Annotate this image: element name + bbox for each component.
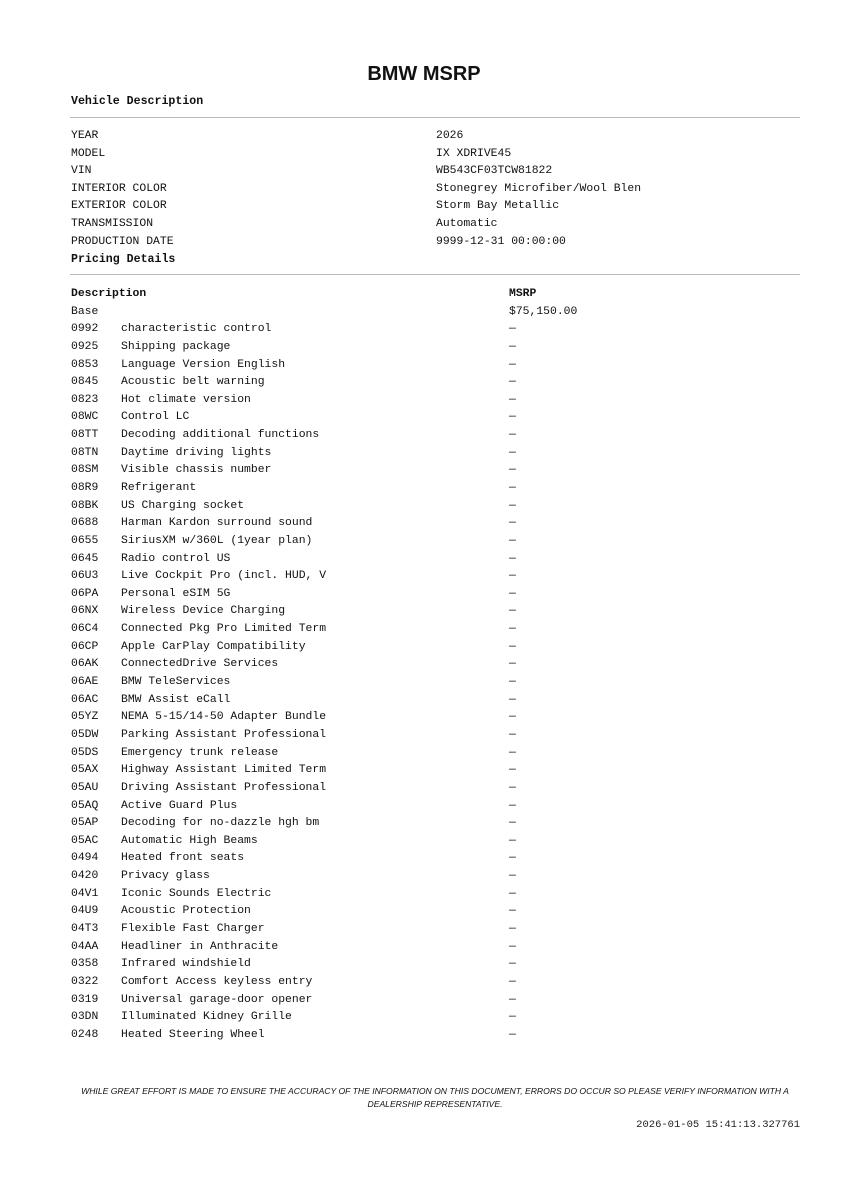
option-description: Iconic Sounds Electric [121, 887, 272, 900]
option-msrp: — [509, 711, 516, 724]
option-description: Heated Steering Wheel [121, 1028, 265, 1041]
pricing-line [71, 603, 801, 621]
option-msrp: — [509, 887, 516, 900]
divider [70, 274, 800, 275]
pricing-line [71, 586, 801, 604]
pricing-line [71, 939, 801, 957]
option-description: Emergency trunk release [121, 746, 279, 759]
option-code: 03DN [71, 1011, 99, 1024]
option-description: Infrared windshield [121, 958, 251, 971]
option-msrp: — [509, 587, 516, 600]
option-msrp: — [509, 640, 516, 653]
option-code: 06U3 [71, 570, 99, 583]
option-msrp: — [509, 781, 516, 794]
vehicle-detail-value: WB543CF03TCW81822 [436, 165, 553, 178]
option-description: Comfort Access keyless entry [121, 975, 313, 988]
pricing-line [71, 868, 801, 886]
vehicle-detail-row [71, 181, 801, 199]
option-code: 05YZ [71, 711, 99, 724]
option-msrp: — [509, 623, 516, 636]
option-msrp: $75,150.00 [509, 305, 578, 318]
option-msrp: — [509, 464, 516, 477]
vehicle-detail-value: Stonegrey Microfiber/Wool Blen [436, 182, 642, 195]
option-msrp: — [509, 852, 516, 865]
pricing-line [71, 745, 801, 763]
option-msrp: — [509, 834, 516, 847]
option-msrp: — [509, 376, 516, 389]
vehicle-detail-value: IX XDRIVE45 [436, 147, 512, 160]
option-description: SiriusXM w/360L (1year plan) [121, 534, 313, 547]
option-code: 08TN [71, 446, 99, 459]
pricing-line [71, 727, 801, 745]
option-msrp: — [509, 552, 516, 565]
option-description: Personal eSIM 5G [121, 587, 231, 600]
option-code: 06AK [71, 658, 99, 671]
option-msrp: — [509, 358, 516, 371]
option-description: Driving Assistant Professional [121, 781, 327, 794]
option-description: Control LC [121, 411, 190, 424]
disclaimer: WHILE GREAT EFFORT IS MADE TO ENSURE THE ACCURACY OF THE INFORMATION ON THIS DOCUMENT, ERRORS DO OCCUR SO PLEASE VERIFY INFORMATION WITH A DEALERSHIP REPRESENTATIVE. [81, 1086, 789, 1109]
option-code: 0655 [71, 534, 99, 547]
option-code: 0845 [71, 376, 99, 389]
option-code: Base [71, 305, 99, 318]
option-code: 06CP [71, 640, 99, 653]
option-msrp: — [509, 429, 516, 442]
option-msrp: — [509, 870, 516, 883]
option-description: Harman Kardon surround sound [121, 517, 313, 530]
pricing-line [71, 551, 801, 569]
pricing-line [71, 568, 801, 586]
pricing-header-row [71, 286, 801, 304]
option-description: Radio control US [121, 552, 231, 565]
msrp-column-header: MSRP [509, 288, 537, 300]
description-column-header: Description [71, 288, 147, 300]
option-description: Apple CarPlay Compatibility [121, 640, 306, 653]
option-msrp: — [509, 393, 516, 406]
option-description: Automatic High Beams [121, 834, 258, 847]
vehicle-details [71, 128, 801, 251]
option-description: Acoustic Protection [121, 905, 251, 918]
pricing-line [71, 992, 801, 1010]
vehicle-detail-row [71, 234, 801, 252]
option-code: 0853 [71, 358, 99, 371]
pricing-line [71, 850, 801, 868]
pricing-line [71, 533, 801, 551]
option-description: Heated front seats [121, 852, 245, 865]
option-description: Daytime driving lights [121, 446, 272, 459]
option-msrp: — [509, 658, 516, 671]
vehicle-detail-label: EXTERIOR COLOR [71, 200, 167, 213]
option-description: Privacy glass [121, 870, 210, 883]
option-code: 0248 [71, 1028, 99, 1041]
timestamp: 2026-01-05 15:41:13.327761 [636, 1119, 800, 1131]
option-code: 08BK [71, 499, 99, 512]
vehicle-detail-label: VIN [71, 165, 92, 178]
pricing-line [71, 833, 801, 851]
pricing-line [71, 321, 801, 339]
pricing-line [71, 480, 801, 498]
pricing-line [71, 409, 801, 427]
option-msrp: — [509, 958, 516, 971]
option-msrp: — [509, 799, 516, 812]
pricing-line [71, 798, 801, 816]
option-code: 08SM [71, 464, 99, 477]
option-code: 0992 [71, 323, 99, 336]
option-msrp: — [509, 940, 516, 953]
vehicle-detail-value: 2026 [436, 130, 464, 142]
option-msrp: — [509, 905, 516, 918]
option-description: US Charging socket [121, 499, 245, 512]
option-code: 06AC [71, 693, 99, 706]
option-code: 04AA [71, 940, 99, 953]
pricing-line [71, 956, 801, 974]
option-msrp: — [509, 323, 516, 336]
option-description: NEMA 5-15/14-50 Adapter Bundle [121, 711, 327, 724]
option-description: Active Guard Plus [121, 799, 238, 812]
pricing-line [71, 639, 801, 657]
option-description: Decoding for no-dazzle hgh bm [121, 817, 320, 830]
vehicle-detail-row [71, 163, 801, 181]
option-msrp: — [509, 728, 516, 741]
option-description: Acoustic belt warning [121, 376, 265, 389]
option-code: 0494 [71, 852, 99, 865]
vehicle-detail-value: Storm Bay Metallic [436, 200, 560, 213]
option-code: 04U9 [71, 905, 99, 918]
option-code: 08R9 [71, 482, 99, 494]
option-code: 08WC [71, 411, 99, 424]
option-description: Highway Assistant Limited Term [121, 764, 327, 777]
pricing-line [71, 304, 801, 322]
option-description: Language Version English [121, 358, 286, 371]
option-description: BMW TeleServices [121, 676, 231, 689]
vehicle-detail-value: Automatic [436, 217, 498, 230]
pricing-line [71, 1027, 801, 1045]
option-description: Shipping package [121, 340, 231, 353]
vehicle-detail-label: YEAR [71, 130, 99, 142]
pricing-line [71, 903, 801, 921]
vehicle-detail-label: PRODUCTION DATE [71, 235, 174, 248]
option-code: 0823 [71, 393, 99, 406]
option-description: Visible chassis number [121, 464, 272, 477]
divider [70, 117, 800, 118]
option-code: 05DW [71, 728, 99, 741]
option-code: 04V1 [71, 887, 99, 900]
pricing-line [71, 674, 801, 692]
page-title: BMW MSRP [367, 63, 481, 85]
option-description: Wireless Device Charging [121, 605, 286, 618]
option-description: ConnectedDrive Services [121, 658, 279, 671]
option-msrp: — [509, 446, 516, 459]
pricing-line [71, 339, 801, 357]
option-code: 04T3 [71, 923, 99, 936]
option-code: 05AX [71, 764, 99, 777]
pricing-line [71, 621, 801, 639]
option-msrp: — [509, 764, 516, 777]
vehicle-detail-label: TRANSMISSION [71, 217, 154, 230]
option-msrp: — [509, 1011, 516, 1024]
pricing-line [71, 780, 801, 798]
option-description: characteristic control [121, 323, 272, 336]
option-description: Live Cockpit Pro (incl. HUD, V [121, 570, 327, 583]
pricing-line [71, 374, 801, 392]
option-description: Flexible Fast Charger [121, 923, 265, 936]
option-msrp: — [509, 517, 516, 530]
option-code: 0322 [71, 975, 99, 988]
option-code: 06AE [71, 676, 99, 689]
option-code: 05AQ [71, 799, 99, 812]
vehicle-detail-row [71, 128, 801, 146]
option-description: Illuminated Kidney Grille [121, 1011, 292, 1024]
vehicle-detail-label: MODEL [71, 147, 106, 160]
option-code: 0688 [71, 517, 99, 530]
pricing-line [71, 921, 801, 939]
option-description: BMW Assist eCall [121, 693, 231, 706]
option-msrp: — [509, 605, 516, 618]
pricing-details-heading: Pricing Details [71, 253, 176, 266]
option-msrp: — [509, 411, 516, 424]
option-description: Universal garage-door opener [121, 993, 313, 1006]
pricing-line [71, 498, 801, 516]
option-code: 05AU [71, 781, 99, 794]
option-description: Decoding additional functions [121, 429, 320, 442]
option-msrp: — [509, 693, 516, 706]
option-msrp: — [509, 676, 516, 689]
option-description: Connected Pkg Pro Limited Term [121, 623, 327, 636]
option-msrp: — [509, 993, 516, 1006]
pricing-lines [71, 304, 801, 1045]
option-msrp: — [509, 1028, 516, 1041]
option-code: 0925 [71, 340, 99, 353]
pricing-line [71, 762, 801, 780]
option-code: 0319 [71, 993, 99, 1006]
option-code: 0358 [71, 958, 99, 971]
option-description: Parking Assistant Professional [121, 728, 327, 741]
option-description: Refrigerant [121, 482, 197, 494]
pricing-line [71, 974, 801, 992]
option-msrp: — [509, 975, 516, 988]
pricing-line [71, 815, 801, 833]
pricing-line [71, 462, 801, 480]
option-msrp: — [509, 570, 516, 583]
option-code: 08TT [71, 429, 99, 442]
option-code: 06C4 [71, 623, 99, 636]
option-description: Hot climate version [121, 393, 251, 406]
vehicle-detail-value: 9999-12-31 00:00:00 [436, 235, 566, 248]
option-code: 06NX [71, 605, 99, 618]
pricing-line [71, 392, 801, 410]
option-msrp: — [509, 923, 516, 936]
option-code: 05AP [71, 817, 99, 830]
pricing-line [71, 692, 801, 710]
pricing-line [71, 1009, 801, 1027]
pricing-line [71, 709, 801, 727]
vehicle-detail-row [71, 146, 801, 164]
vehicle-detail-row [71, 198, 801, 216]
option-code: 06PA [71, 587, 99, 600]
vehicle-detail-label: INTERIOR COLOR [71, 182, 167, 195]
option-msrp: — [509, 534, 516, 547]
pricing-line [71, 427, 801, 445]
option-code: 05DS [71, 746, 99, 759]
pricing-line [71, 445, 801, 463]
option-msrp: — [509, 817, 516, 830]
option-msrp: — [509, 482, 516, 494]
vehicle-detail-row [71, 216, 801, 234]
pricing-line [71, 357, 801, 375]
pricing-line [71, 515, 801, 533]
option-msrp: — [509, 340, 516, 353]
vehicle-description-heading: Vehicle Description [71, 95, 204, 108]
option-code: 0420 [71, 870, 99, 883]
option-msrp: — [509, 499, 516, 512]
option-code: 0645 [71, 552, 99, 565]
pricing-line [71, 886, 801, 904]
pricing-line [71, 656, 801, 674]
option-description: Headliner in Anthracite [121, 940, 279, 953]
option-code: 05AC [71, 834, 99, 847]
option-msrp: — [509, 746, 516, 759]
